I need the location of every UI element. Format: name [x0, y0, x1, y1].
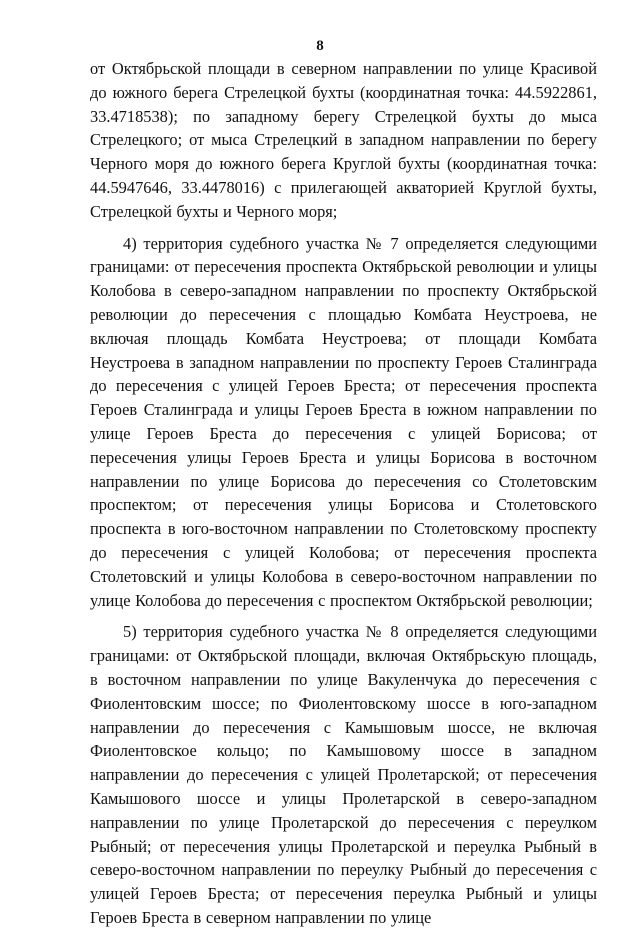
document-body — [90, 57, 597, 930]
page-number: 8 — [316, 38, 324, 54]
paragraph-boundary-continuation: от Октябрьской площади в северном направлении по улице Красивой до южного берега Стрелецкой бухты (координатная точка: 44.5922861, 33.4718538); по западному берегу Стрелецкой бухты до мыса Стрелецкого; от мыса Стрелецкий в западном направлении по берегу Черного моря до южного берега Круглой бухты (координатная точка: 44.5947646, 33.4478016) с прилегающей акваторией Круглой бухты, Стрелецкой бухты и Черного моря; — [90, 59, 597, 221]
paragraph-court-district-8: 5) территория судебного участка № 8 определяется следующими границами: от Октябрьской площади, включая Октябрьскую площадь, в восточном направлении по улице Вакуленчука до пересечения с Фиолентовским шоссе; по Фиолентовскому шоссе в юго-западном направлении до пересечения с Камышовым шоссе, не включая Фиолентовское кольцо; по Камышовому шоссе в западном направлении до пересечения с улицей Пролетарской; от пересечения Камышового шоссе и улицы Пролетарской в северо-западном направлении по улице Пролетарской до пересечения с переулком Рыбный; от пересечения улицы Пролетарской и переулка Рыбный в северо-восточном направлении по переулку Рыбный до пересечения с улицей Героев Бреста; от пересечения переулка Рыбный и улицы Героев Бреста в северном направлении по улице — [90, 622, 597, 927]
paragraph-court-district-7: 4) территория судебного участка № 7 определяется следующими границами: от пересечения проспекта Октябрьской революции и улицы Колобова в северо-западном направлении по проспекту Октябрьской революции до пересечения с площадью Комбата Неустроева, не включая площадь Комбата Неустроева; от площади Комбата Неустроева в западном направлении по проспекту Героев Сталинграда до пересечения с улицей Героев Бреста; от пересечения проспекта Героев Сталинграда и улицы Героев Бреста в южном направлении по улице Героев Бреста до пересечения с улицей Борисова; от пересечения улицы Героев Бреста и улицы Борисова в восточном направлении по улице Борисова до пересечения со Столетовским проспектом; от пересечения улицы Борисова и Столетовского проспекта в юго-восточном направлении по Столетовскому проспекту до пересечения с улицей Колобова; от пересечения проспекта Столетовский и улицы Колобова в северо-восточном направлении по улице Колобова до пересечения с проспектом Октябрьской революции; — [90, 233, 597, 610]
